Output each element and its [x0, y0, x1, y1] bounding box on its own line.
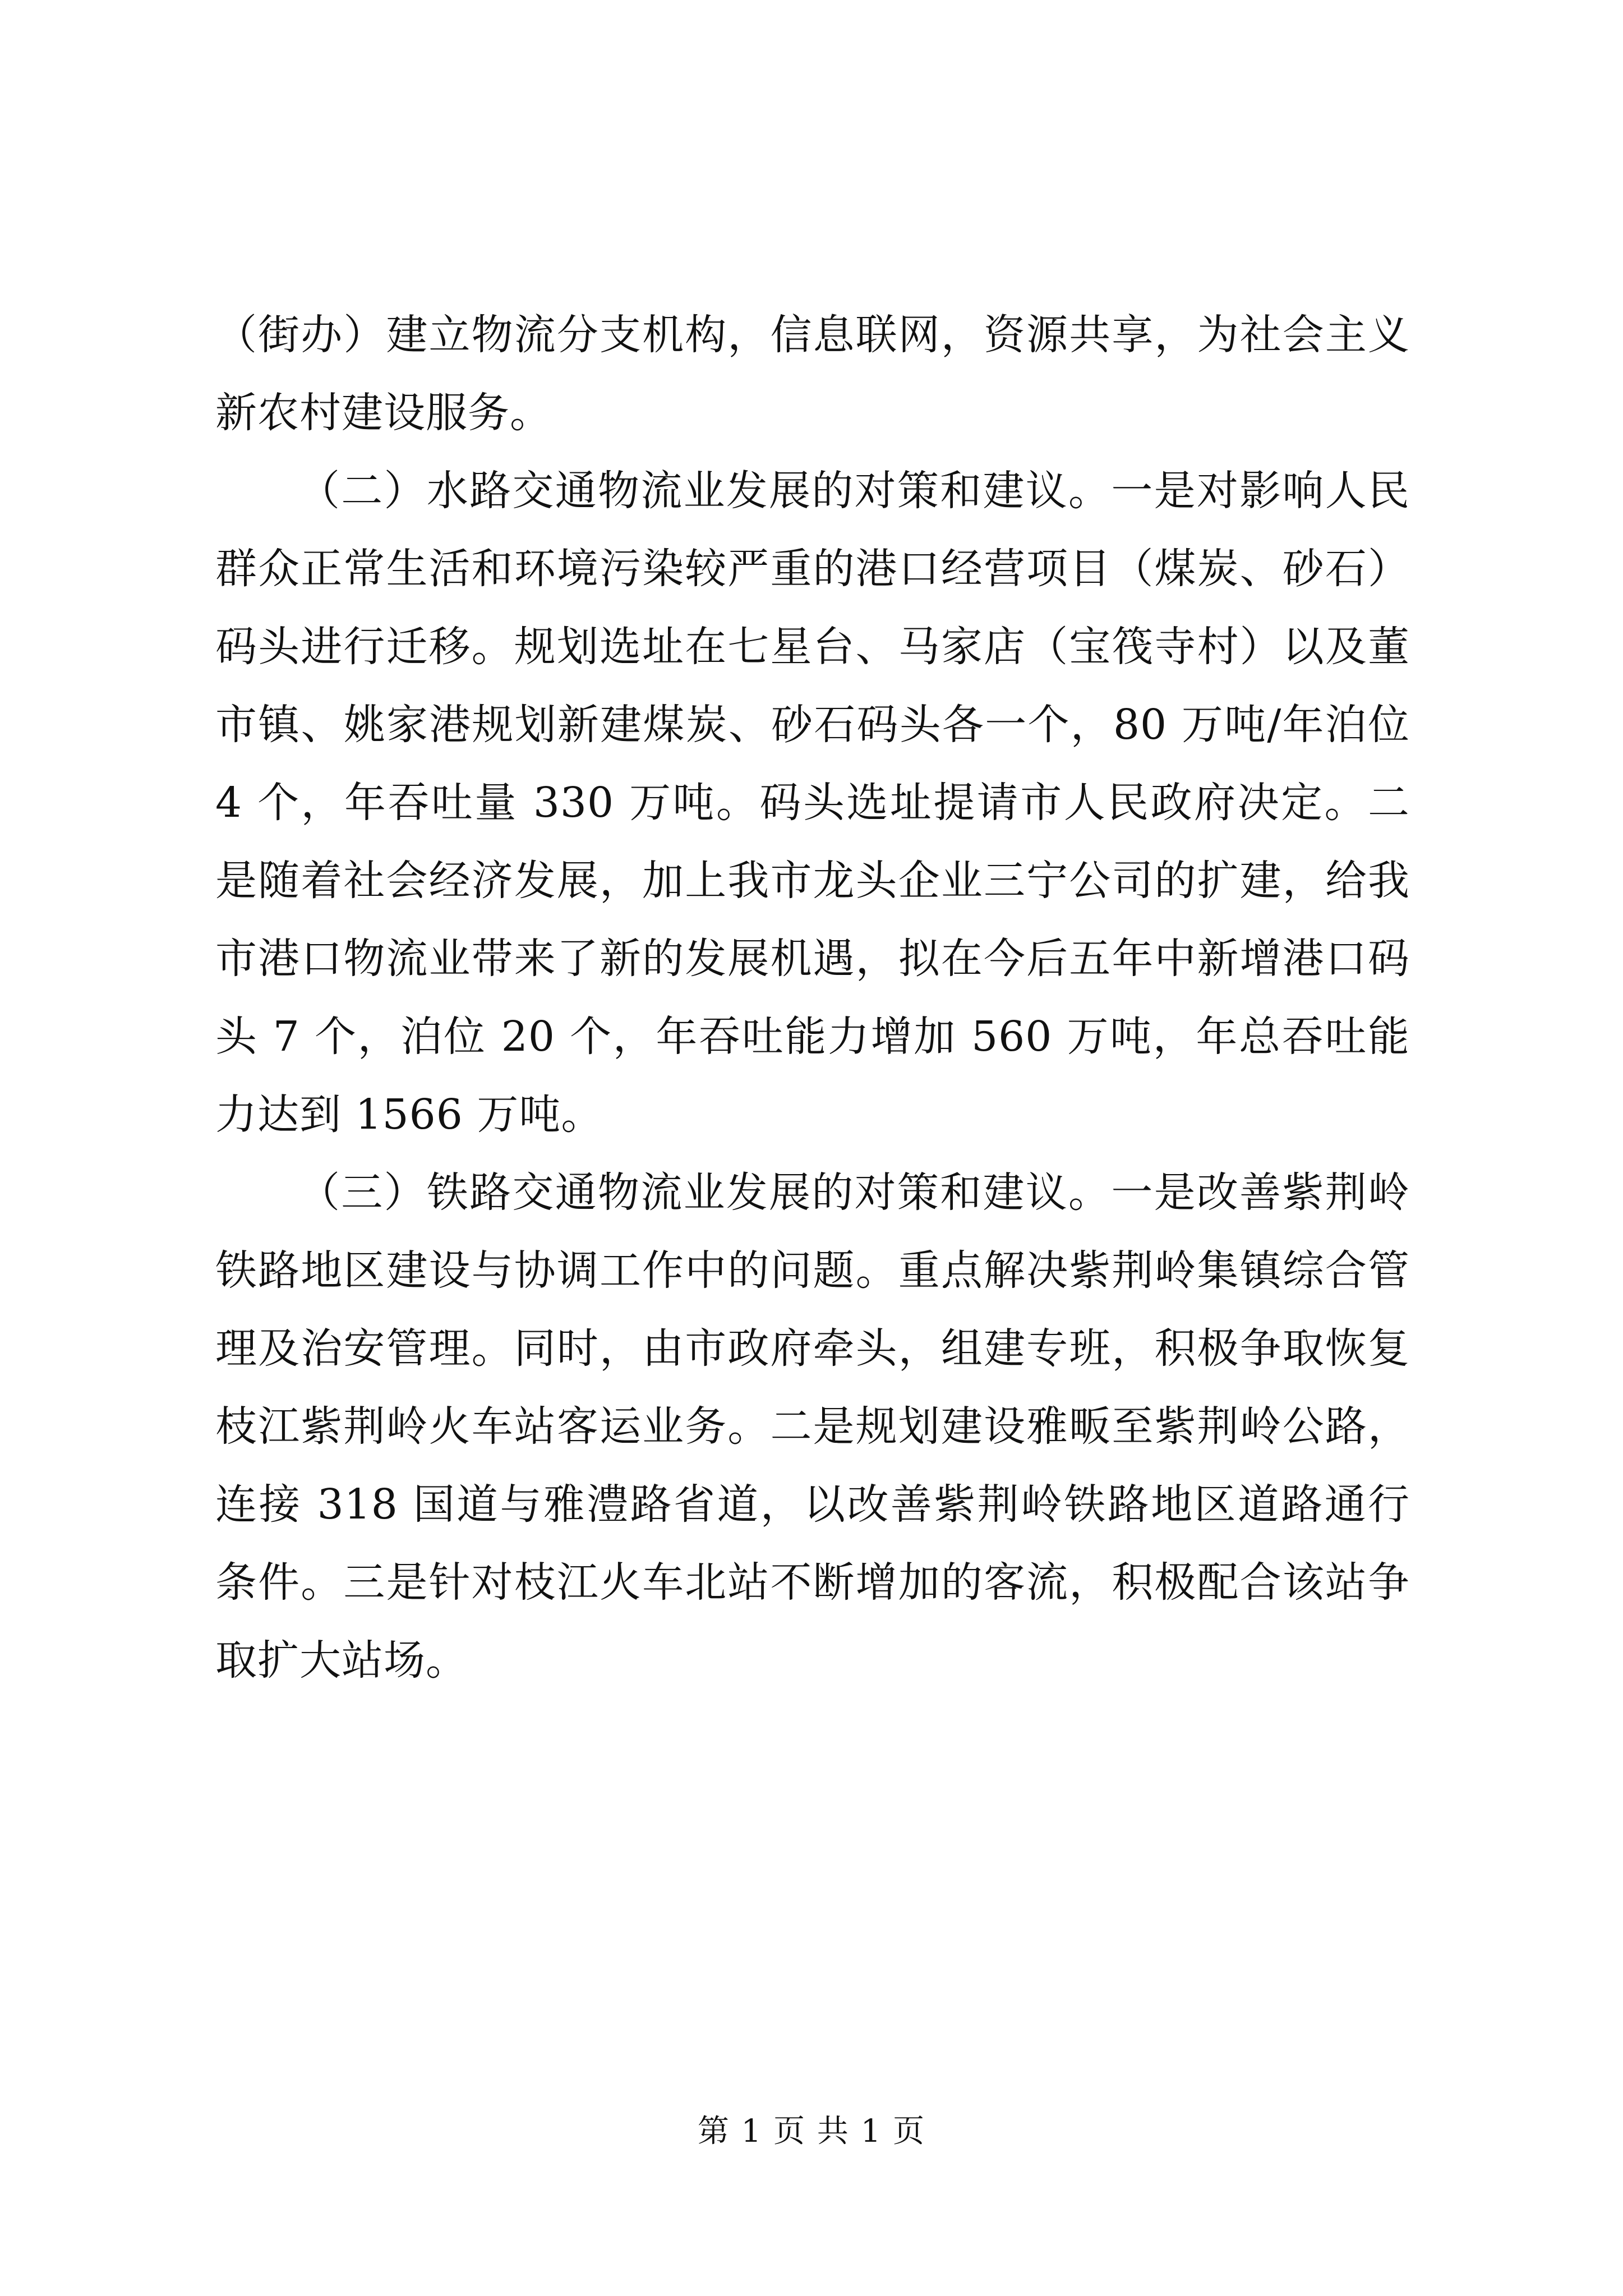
paragraph-railway-logistics: （三）铁路交通物流业发展的对策和建议。一是改善紫荆岭铁路地区建设与协调工作中的问题。重点解决紫荆岭集镇综合管理及治安管理。同时，由市政府牵头，组建专班，积极争取恢复枝江紫荆岭火车站客运业务。二是规划建设雅畈至紫荆岭公路，连接 318 国道与雅澧路省道，以改善紫荆岭铁路地区道路通行条件。三是针对枝江火车北站不断增加的客流，积极配合该站争取扩大站场。 — [215, 1168, 1410, 1685]
paragraph-waterway-logistics: （二）水路交通物流业发展的对策和建议。一是对影响人民群众正常生活和环境污染较严重的港口经营项目（煤炭、砂石）码头进行迁移。规划选址在七星台、马家店（宝筏寺村）以及董市镇、姚家港规划新建煤炭、砂石码头各一个，80 万吨/年泊位 4 个，年吞吐量 330 万吨。码头选址提请市人民政府决定。二是随着社会经济发展，加上我市龙头企业三宁公司的扩建，给我市港口物流业带来了新的发展机遇，拟在今后五年中新增港口码头 7 个，泊位 20 个，年吞吐能力增加 560 万吨，年总吞吐能力达到 1566 万吨。 — [215, 467, 1410, 1139]
document-body — [215, 296, 1410, 1700]
paragraph-continuation: （街办）建立物流分支机构，信息联网，资源共享，为社会主义新农村建设服务。 — [215, 311, 1410, 437]
page-footer: 第 1 页 共 1 页 — [697, 2113, 926, 2150]
